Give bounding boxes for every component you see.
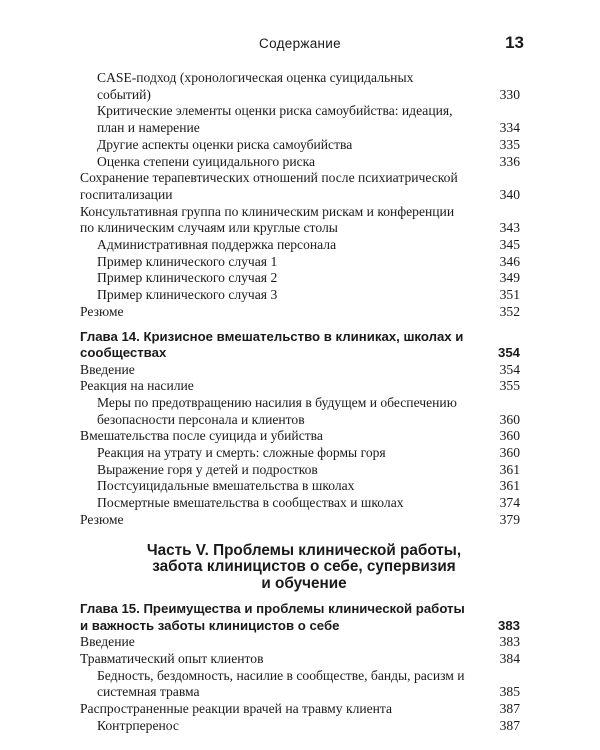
toc-entry-page: 336	[499, 153, 520, 169]
chapter-page: 383	[497, 617, 520, 633]
toc-entry-page: 360	[499, 411, 520, 427]
toc-entry-page: 387	[499, 701, 520, 717]
toc-entry[interactable]	[80, 237, 520, 254]
toc-entry[interactable]	[80, 137, 520, 154]
toc-entry-title: Бедность, бездомность, насилие в сообществе, банды, расизм и системная травма	[97, 667, 465, 700]
page-header	[0, 33, 600, 60]
chapter-title: Глава 14. Кризисное вмешательство в клиниках, школах и сообществах	[80, 328, 464, 361]
toc-entry-page: 354	[499, 361, 520, 377]
toc-entry-title: Контрперенос	[97, 717, 179, 733]
toc-entry-title: Травматический опыт клиентов	[80, 651, 264, 667]
toc-entry-title: Введение	[80, 634, 135, 650]
table-of-contents	[80, 70, 520, 735]
toc-entry[interactable]	[80, 287, 520, 304]
part-heading-line: забота клиницистов о себе, супервизия	[152, 558, 456, 576]
toc-entry-page: 352	[499, 303, 520, 319]
toc-entry-page: 335	[499, 136, 520, 152]
toc-entry[interactable]	[80, 668, 520, 701]
toc-chapter-15[interactable]	[80, 601, 520, 634]
toc-entry-page: 384	[499, 651, 520, 667]
toc-entry[interactable]	[80, 204, 520, 237]
toc-entry-page: 349	[499, 270, 520, 286]
toc-entry-page: 346	[499, 253, 520, 269]
toc-entry-page: 387	[499, 717, 520, 733]
chapter-page: 354	[497, 345, 520, 361]
toc-entry[interactable]	[80, 445, 520, 462]
toc-entry-page: 361	[499, 478, 520, 494]
toc-entry-title: Резюме	[80, 303, 124, 319]
toc-entry[interactable]	[80, 718, 520, 735]
page-number: 13	[505, 33, 524, 52]
toc-entry-page: 343	[499, 220, 520, 236]
toc-entry-title: Распространенные реакции врачей на травму клиента	[80, 701, 393, 717]
toc-entry[interactable]	[80, 462, 520, 479]
toc-entry-title: Административная поддержка персонала	[97, 237, 337, 253]
toc-entry-title: Оценка степени суицидального риска	[97, 153, 316, 169]
toc-chapter-14[interactable]	[80, 329, 520, 362]
toc-entry-title: Постсуицидальные вмешательства в школах	[97, 478, 355, 494]
toc-entry-page: 345	[499, 237, 520, 253]
chapter-title: Глава 15. Преимущества и проблемы клинической работы и важность заботы клиницистов о себе	[80, 601, 465, 633]
toc-entry[interactable]	[80, 170, 520, 203]
toc-entry[interactable]	[80, 254, 520, 271]
toc-entry[interactable]	[80, 478, 520, 495]
toc-entry[interactable]	[80, 270, 520, 287]
part-heading	[80, 543, 520, 593]
toc-entry-page: 355	[499, 378, 520, 394]
toc-entry-title: Посмертные вмешательства в сообществах и школах	[97, 495, 404, 511]
toc-entry-page: 351	[499, 287, 520, 303]
toc-entry-title: Критические элементы оценки риска самоубийства: идеация, план и намерение	[97, 103, 453, 136]
part-heading-line: Часть V. Проблемы клинической работы,	[146, 541, 462, 559]
toc-entry-title: Вмешательства после суицида и убийства	[80, 428, 323, 444]
toc-entry-title: Другие аспекты оценки риска самоубийства	[97, 136, 353, 152]
toc-entry[interactable]	[80, 70, 520, 103]
toc-entry-page: 361	[499, 461, 520, 477]
toc-entry-title: Сохранение терапевтических отношений после психиатрической госпитализации	[80, 170, 458, 202]
toc-entry[interactable]	[80, 395, 520, 428]
toc-entry[interactable]	[80, 304, 520, 321]
toc-entry-page: 340	[499, 186, 520, 202]
toc-entry-title: Пример клинического случая 2	[97, 270, 278, 286]
toc-entry[interactable]	[80, 495, 520, 512]
running-title: Содержание	[259, 36, 341, 51]
toc-entry[interactable]	[80, 378, 520, 395]
toc-entry[interactable]	[80, 428, 520, 445]
toc-entry-page: 334	[499, 120, 520, 136]
toc-entry-title: Пример клинического случая 3	[97, 287, 278, 303]
toc-entry-page: 330	[499, 86, 520, 102]
toc-entry[interactable]	[80, 512, 520, 529]
toc-entry-title: Выражение горя у детей и подростков	[97, 461, 318, 477]
toc-entry-page: 360	[499, 428, 520, 444]
toc-entry[interactable]	[80, 701, 520, 718]
toc-entry-title: Реакция на насилие	[80, 378, 194, 394]
toc-entry-title: Введение	[80, 361, 135, 377]
toc-entry-title: Резюме	[80, 511, 124, 527]
toc-entry-title: Консультативная группа по клиническим рискам и конференции по клиническим случаям или круглые столы	[80, 203, 455, 236]
toc-entry-title: Меры по предотвращению насилия в будущем и обеспечению безопасности персонала и клиентов	[97, 394, 457, 427]
toc-entry-page: 374	[499, 495, 520, 511]
toc-entry[interactable]	[80, 634, 520, 651]
part-heading-line: и обучение	[261, 574, 347, 592]
toc-entry-page: 360	[499, 445, 520, 461]
toc-entry-page: 385	[499, 684, 520, 700]
toc-entry[interactable]	[80, 362, 520, 379]
toc-entry[interactable]	[80, 103, 520, 136]
toc-entry[interactable]	[80, 154, 520, 171]
toc-entry-title: CASE-подход (хронологическая оценка суицидальных событий)	[97, 70, 414, 102]
toc-entry[interactable]	[80, 651, 520, 668]
toc-entry-page: 379	[499, 511, 520, 527]
toc-entry-title: Реакция на утрату и смерть: сложные формы горя	[97, 445, 386, 461]
toc-entry-title: Пример клинического случая 1	[97, 253, 278, 269]
toc-entry-page: 383	[499, 634, 520, 650]
